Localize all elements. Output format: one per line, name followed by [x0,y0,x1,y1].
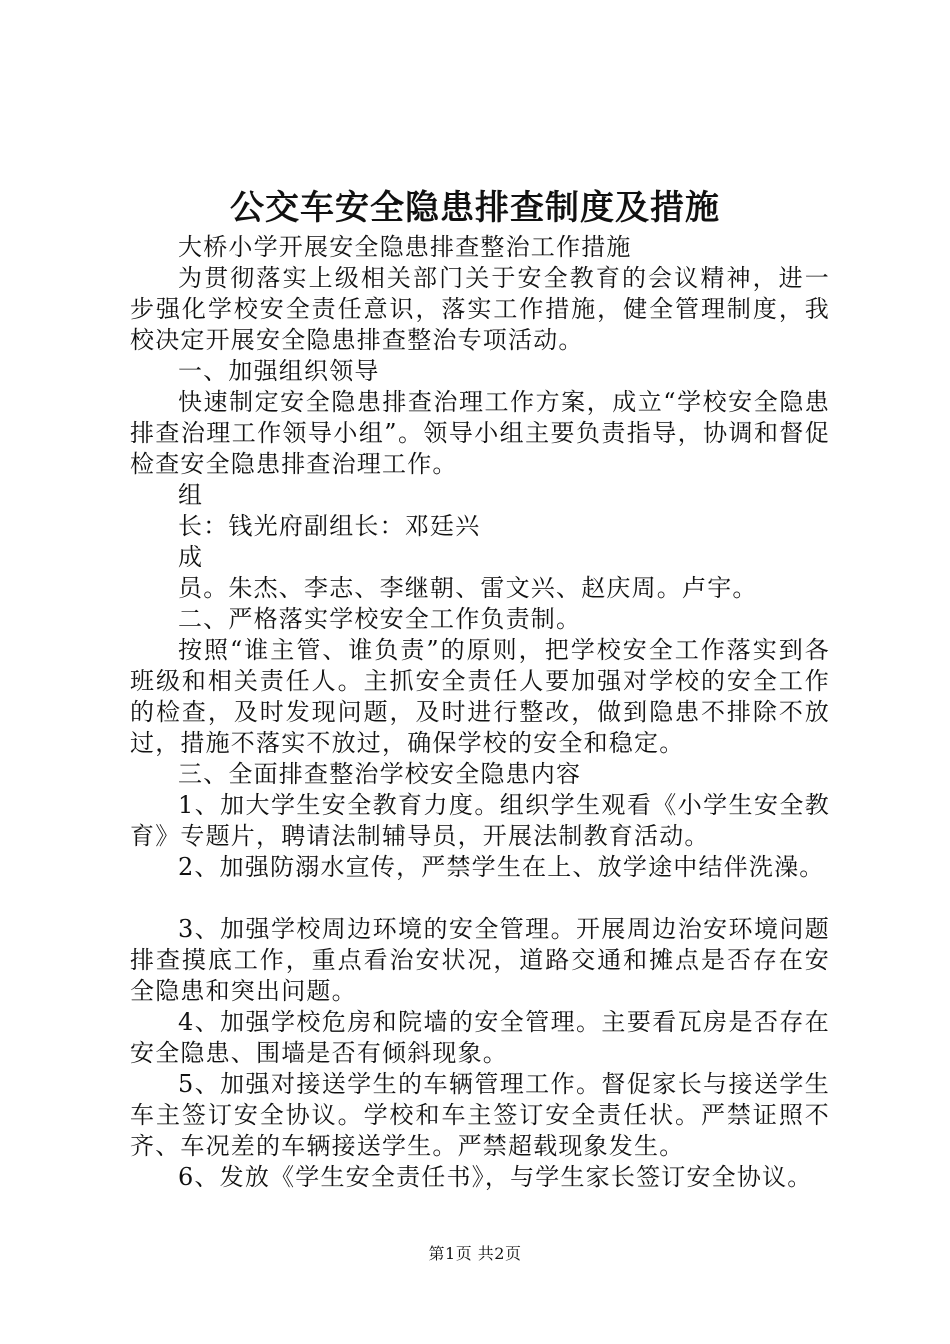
list-item-3: 3、加强学校周边环境的安全管理。开展周边治安环境问题排查摸底工作，重点看治安状况，道路交通和摊点是否存在安全隐患和突出问题。 [130,915,830,1005]
document-title: 公交车安全隐患排查制度及措施 [230,188,720,228]
paragraph-organization: 快速制定安全隐患排查治理工作方案，成立“学校安全隐患排查治理工作领导小组”。领导小组主要负责指导，协调和督促检查安全隐患排查治理工作。 [130,388,830,478]
members-label-line: 成 [178,543,204,571]
list-item-1: 1、加大学生安全教育力度。组织学生观看《小学生安全教育》专题片，聘请法制辅导员，开展法制教育活动。 [130,791,830,850]
group-label-line: 组 [178,481,204,509]
subtitle-line: 大桥小学开展安全隐患排查整治工作措施 [178,233,632,261]
list-item-4: 4、加强学校危房和院墙的安全管理。主要看瓦房是否存在安全隐患、围墙是否有倾斜现象。 [130,1008,830,1067]
paragraph-responsibility: 按照“谁主管、谁负责”的原则，把学校安全工作落实到各班级和相关责任人。主抓安全责任人要加强对学校的安全工作的检查，及时发现问题，及时进行整改，做到隐患不排除不放过，措施不落实不放过，确保学校的安全和稳定。 [130,636,830,757]
list-item-6: 6、发放《学生安全责任书》，与学生家长签订安全协议。 [178,1163,813,1191]
document-body [130,232,830,1193]
members-line: 员。朱杰、李志、李继朝、雷文兴、赵庆周。卢宇。 [178,574,758,602]
list-item-5: 5、加强对接送学生的车辆管理工作。督促家长与接送学生车主签订安全协议。学校和车主签订安全责任状。严禁证照不齐、车况差的车辆接送学生。严禁超载现象发生。 [130,1070,830,1160]
section-heading-1: 一、加强组织领导 [178,357,380,385]
intro-paragraph: 为贯彻落实上级相关部门关于安全教育的会议精神，进一步强化学校安全责任意识，落实工作措施，健全管理制度，我校决定开展安全隐患排查整治专项活动。 [130,264,830,354]
list-item-2: 2、加强防溺水宣传，严禁学生在上、放学途中结伴洗澡。 [178,853,825,881]
section-heading-2: 二、严格落实学校安全工作负责制。 [178,605,582,633]
group-leader-line: 长：钱光府副组长：邓廷兴 [178,512,481,540]
page-number-footer: 第1页 共2页 [428,1244,522,1263]
section-heading-3: 三、全面排查整治学校安全隐患内容 [178,760,582,788]
blank-line [130,883,830,914]
